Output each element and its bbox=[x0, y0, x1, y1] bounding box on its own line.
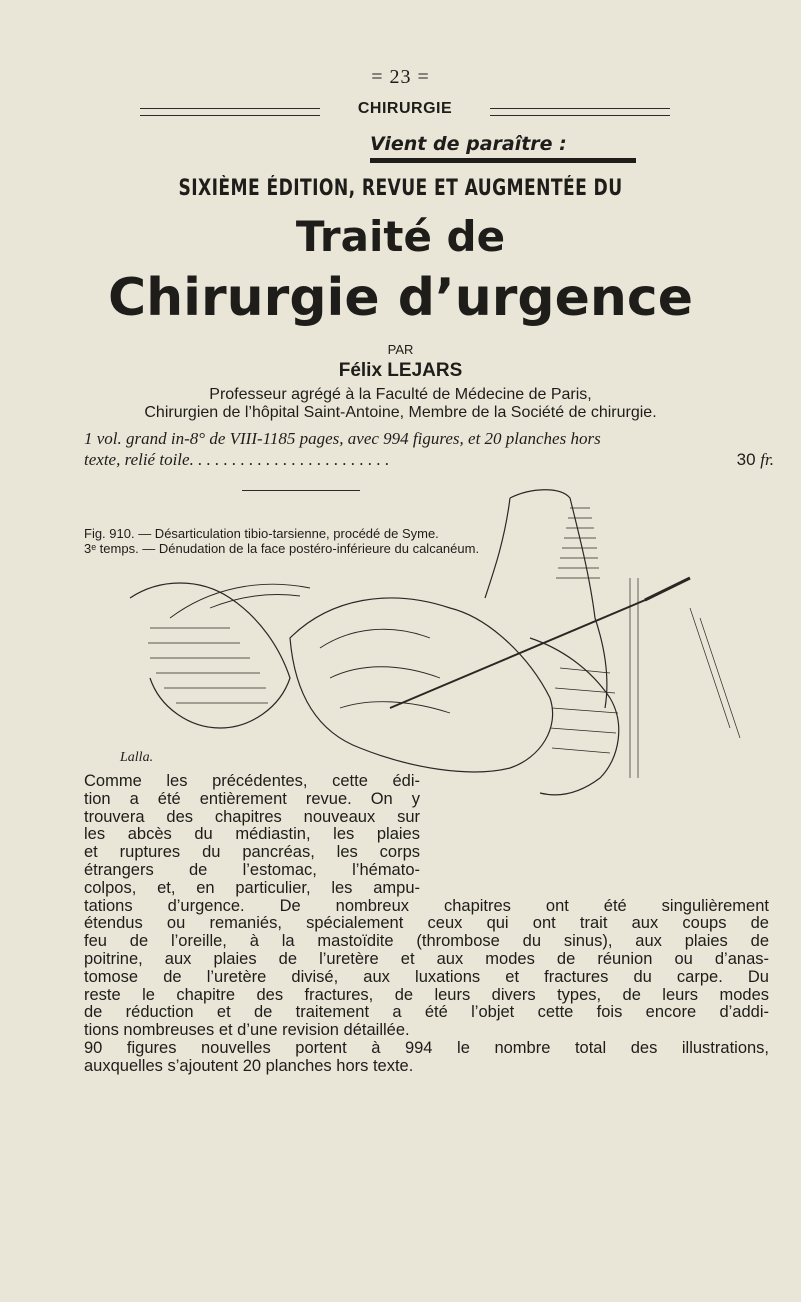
price-unit: fr. bbox=[760, 450, 774, 469]
body-line: de réduction et de traitement a été l’objet cette fois encore d’addi- bbox=[84, 1003, 769, 1022]
author-affiliation-2: Chirurgien de l’hôpital Saint-Antoine, Membre de la Société de chirurgie. bbox=[144, 404, 657, 421]
body-line: étendus ou remaniés, spécialement ceux qui ont trait aux coups de bbox=[84, 914, 769, 933]
edition-line: SIXIÈME ÉDITION, REVUE ET AUGMENTÉE DU bbox=[178, 176, 623, 201]
body-line: auxquelles s’ajoutent 20 planches hors texte. bbox=[84, 1056, 414, 1075]
body-line: colpos, et, en particulier, les ampu- bbox=[84, 878, 420, 897]
book-title-line-2: Chirurgie d’urgence bbox=[108, 268, 693, 328]
body-line: tomose de l’uretère divisé, aux luxations et fractures du carpe. Du bbox=[84, 967, 769, 986]
body-line: Comme les précédentes, cette édi- bbox=[84, 772, 420, 790]
figure-caption-line-2: 3ᵉ temps. — Dénudation de la face postéro-inférieure du calcanéum. bbox=[84, 541, 480, 556]
figure-caption-line-1: Fig. 910. — Désarticulation tibio-tarsienne, procédé de Syme. bbox=[84, 526, 439, 541]
body-text bbox=[84, 773, 769, 1076]
section-label: CHIRURGIE bbox=[357, 100, 453, 117]
announcement-underline bbox=[370, 158, 636, 163]
body-line: poitrine, aux plaies de l’uretère et aux modes de réunion ou d’anas- bbox=[84, 949, 769, 968]
body-line: reste le chapitre des fractures, de leurs divers types, de leurs modes bbox=[84, 985, 769, 1004]
author-affiliation-1: Professeur agrégé à la Faculté de Médecine de Paris, bbox=[209, 386, 592, 403]
announcement: Vient de paraître : bbox=[370, 133, 567, 155]
body-line: feu de l’oreille, à la mastoïdite (thrombose du sinus), aux plaies de bbox=[84, 932, 769, 951]
body-line: tations d’urgence. De nombreux chapitres ont été singulièrement bbox=[84, 896, 769, 915]
body-line: et ruptures du pancréas, les corps bbox=[84, 843, 420, 862]
author-name: Félix LEJARS bbox=[338, 360, 463, 381]
body-line: tion a été entièrement revue. On y bbox=[84, 789, 420, 808]
volume-description bbox=[84, 428, 774, 470]
price-number: 30 bbox=[736, 450, 756, 469]
body-line: 90 figures nouvelles portent à 994 le nombre total des illustrations, bbox=[84, 1038, 769, 1057]
body-line: tions nombreuses et d’une revision détaillée. bbox=[84, 1021, 410, 1040]
section-rule-left bbox=[140, 108, 320, 116]
book-title-line-1: Traité de bbox=[295, 212, 506, 261]
section-rule-right bbox=[490, 108, 670, 116]
volume-line-2: texte, relié toile. . . . . . . . . . . . . . . . . . . . . . . . bbox=[84, 450, 390, 469]
by-label: PAR bbox=[387, 342, 414, 357]
body-line: étrangers de l’estomac, l’hémato- bbox=[84, 860, 420, 879]
body-line: trouvera des chapitres nouveaux sur bbox=[84, 807, 420, 826]
price bbox=[737, 449, 774, 470]
body-line: les abcès du médiastin, les plaies bbox=[84, 825, 420, 844]
figure-caption bbox=[84, 526, 534, 556]
illustrator-signature: Lalla. bbox=[120, 750, 154, 765]
page-number: = 23 = bbox=[371, 66, 430, 88]
section-header bbox=[140, 100, 670, 122]
volume-line-1: 1 vol. grand in-8° de VIII-1185 pages, avec 994 figures, et 20 planches hors bbox=[84, 429, 601, 448]
